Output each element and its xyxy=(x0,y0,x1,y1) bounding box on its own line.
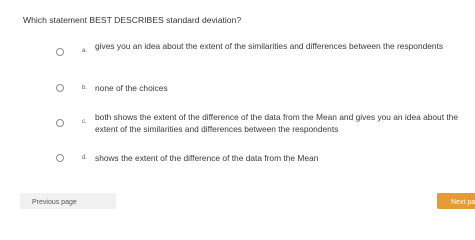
option-text-d: shows the extent of the difference of the data from the Mean xyxy=(95,153,319,163)
option-letter-c: c. xyxy=(82,119,87,125)
radio-button-b[interactable] xyxy=(56,84,64,92)
option-c[interactable] xyxy=(56,111,468,137)
option-d[interactable] xyxy=(56,152,468,166)
previous-page-label: Previous page xyxy=(32,199,77,206)
option-letter-a: a. xyxy=(82,48,88,54)
radio-button-c[interactable] xyxy=(56,119,64,127)
option-a[interactable] xyxy=(56,40,468,66)
radio-button-d[interactable] xyxy=(56,154,64,162)
option-text-b: none of the choices xyxy=(95,83,168,93)
option-letter-b: b. xyxy=(82,85,88,91)
previous-page-button[interactable] xyxy=(20,193,116,209)
radio-button-a[interactable] xyxy=(56,48,64,56)
option-text-c: both shows the extent of the difference of the data from the Mean and gives you an idea about the extent of the similarities and differences between the respondents xyxy=(95,112,459,134)
option-text-a: gives you an idea about the extent of the similarities and differences between the respondents xyxy=(95,41,444,51)
next-page-button[interactable] xyxy=(437,193,475,209)
next-page-label: Next pa xyxy=(451,199,475,206)
option-letter-d: d. xyxy=(82,155,88,161)
question-text: Which statement BEST DESCRIBES standard deviation? xyxy=(23,15,242,25)
option-b[interactable] xyxy=(56,82,468,96)
